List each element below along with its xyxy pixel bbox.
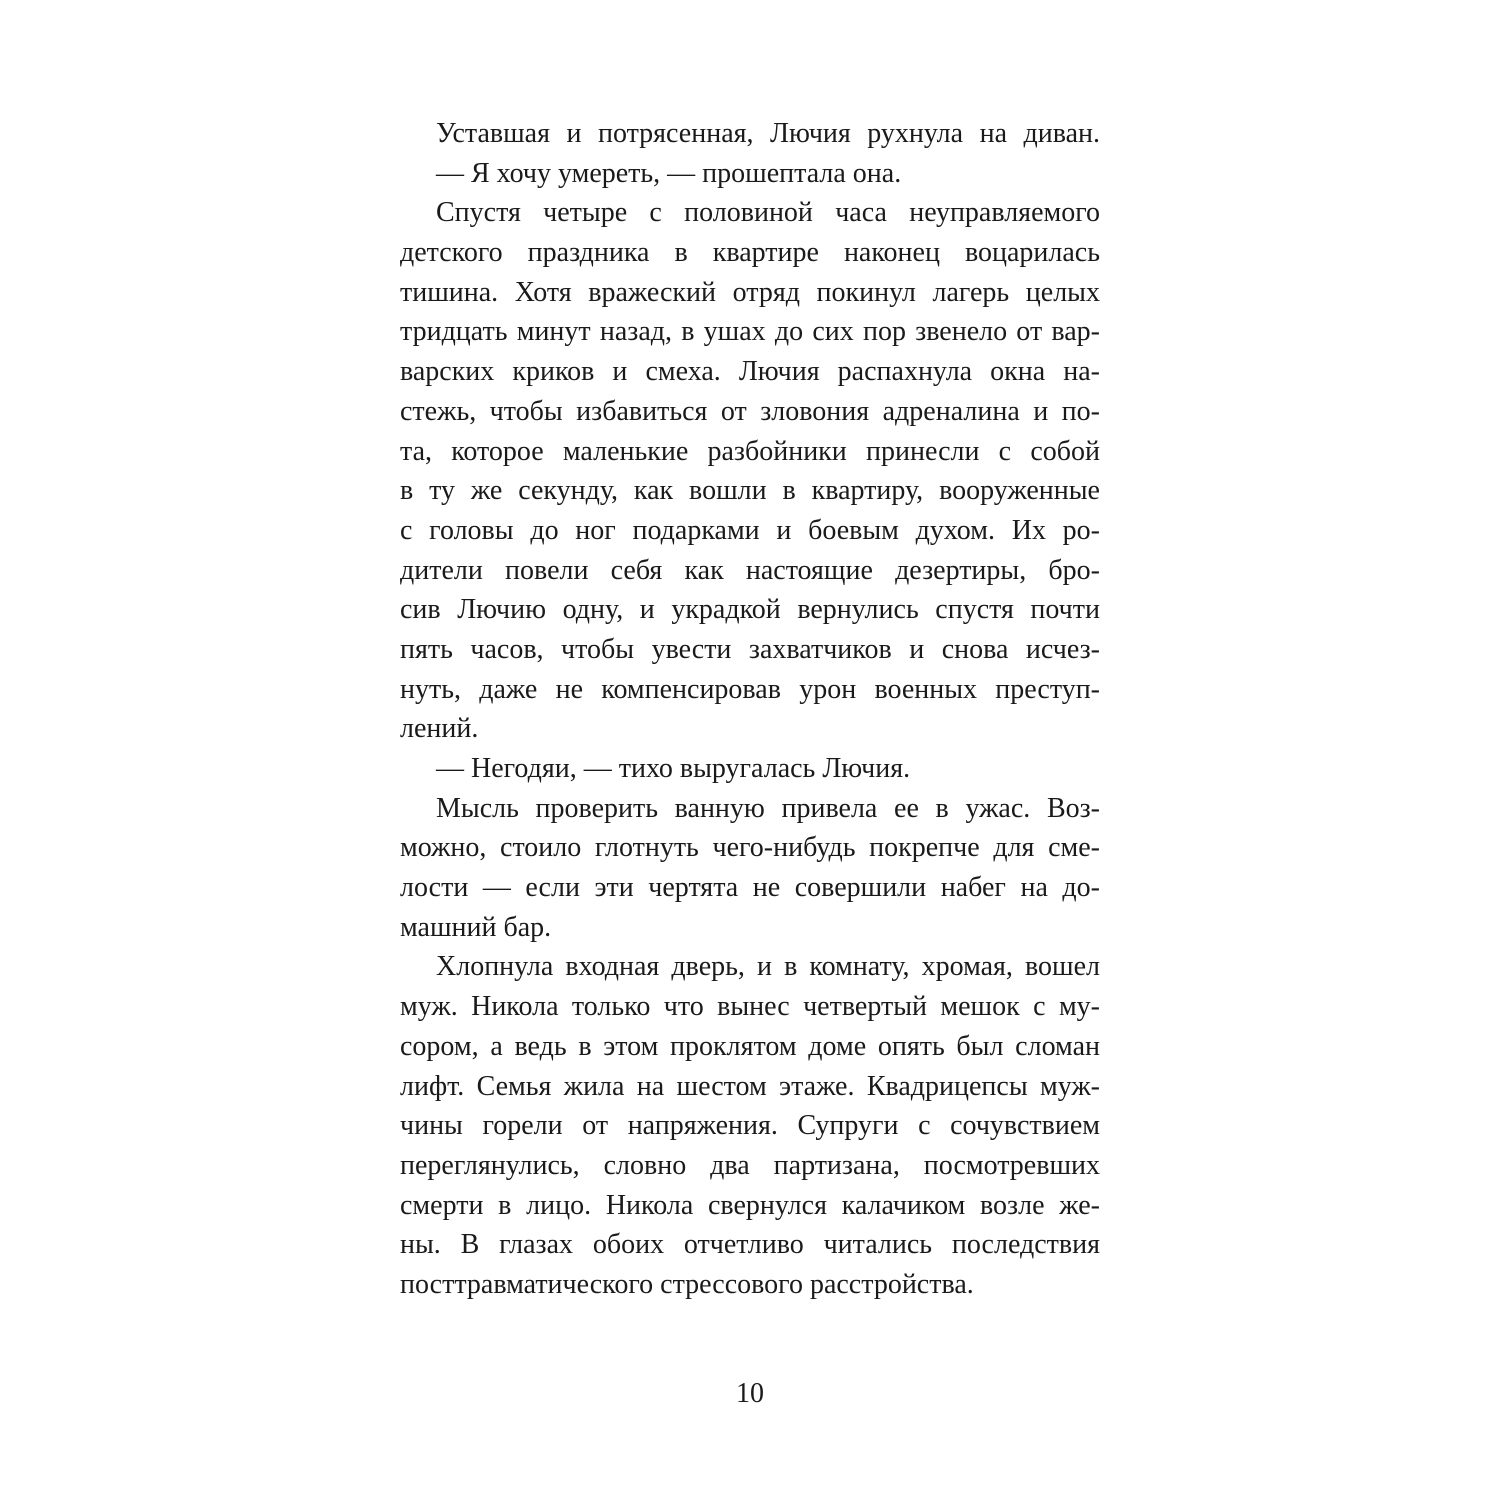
text-line: лений.	[400, 713, 479, 745]
text-line: тридцать минут назад, в ушах до сих пор звенело от вар-	[400, 316, 1100, 348]
text-line: в ту же секунду, как вошли в квартиру, вооруженные	[400, 475, 1100, 507]
text-line: Спустя четыре с половиной часа неуправляемого	[436, 197, 1100, 229]
text-line: сором, а ведь в этом проклятом доме опять был сломан	[400, 1030, 1100, 1062]
text-line: дители повели себя как настоящие дезертиры, бро-	[400, 554, 1100, 586]
text-line: — Негодяи, — тихо выругалась Лючия.	[436, 753, 911, 784]
text-line: Уставшая и потрясенная, Лючия рухнула на диван.	[436, 118, 1100, 149]
text-line: машний бар.	[400, 911, 552, 943]
text-line: лости — если эти чертята не совершили набег на до-	[400, 872, 1100, 904]
text-line: переглянулись, словно два партизана, посмотревших	[400, 1149, 1100, 1181]
text-line: можно, стоило глотнуть чего-нибудь покрепче для сме-	[400, 832, 1100, 864]
text-line: ны. В глазах обоих отчетливо читались последствия	[400, 1229, 1100, 1261]
body-text	[400, 114, 1100, 1305]
text-line: с головы до ног подарками и боевым духом. Их ро-	[400, 514, 1100, 546]
text-line: смерти в лицо. Никола свернулся калачиком возле же-	[400, 1189, 1100, 1221]
text-line: посттравматического стрессового расстройства.	[400, 1268, 974, 1300]
text-line: лифт. Семья жила на шестом этаже. Квадрицепсы муж-	[400, 1070, 1100, 1102]
page-number: 10	[736, 1378, 764, 1409]
text-line: та, которое маленькие разбойники принесли с собой	[400, 435, 1100, 467]
text-line: муж. Никола только что вынес четвертый мешок с му-	[400, 991, 1100, 1023]
text-line: тишина. Хотя вражеский отряд покинул лагерь целых	[400, 276, 1100, 308]
text-line: Мысль проверить ванную привела ее в ужас. Воз-	[436, 792, 1100, 824]
text-line: — Я хочу умереть, — прошептала она.	[436, 157, 902, 189]
text-line: детского праздника в квартире наконец воцарилась	[400, 237, 1100, 269]
text-line: сив Лючию одну, и украдкой вернулись спустя почти	[400, 594, 1100, 626]
text-line: пять часов, чтобы увести захватчиков и снова исчез-	[400, 633, 1100, 665]
text-line: нуть, даже не компенсировав урон военных преступ-	[400, 673, 1100, 705]
text-line: варских криков и смеха. Лючия распахнула окна на-	[400, 356, 1100, 388]
text-line: стежь, чтобы избавиться от зловония адреналина и по-	[400, 395, 1100, 427]
text-line: Хлопнула входная дверь, и в комнату, хромая, вошел	[436, 951, 1100, 983]
text-line: чины горели от напряжения. Супруги с сочувствием	[400, 1110, 1100, 1142]
